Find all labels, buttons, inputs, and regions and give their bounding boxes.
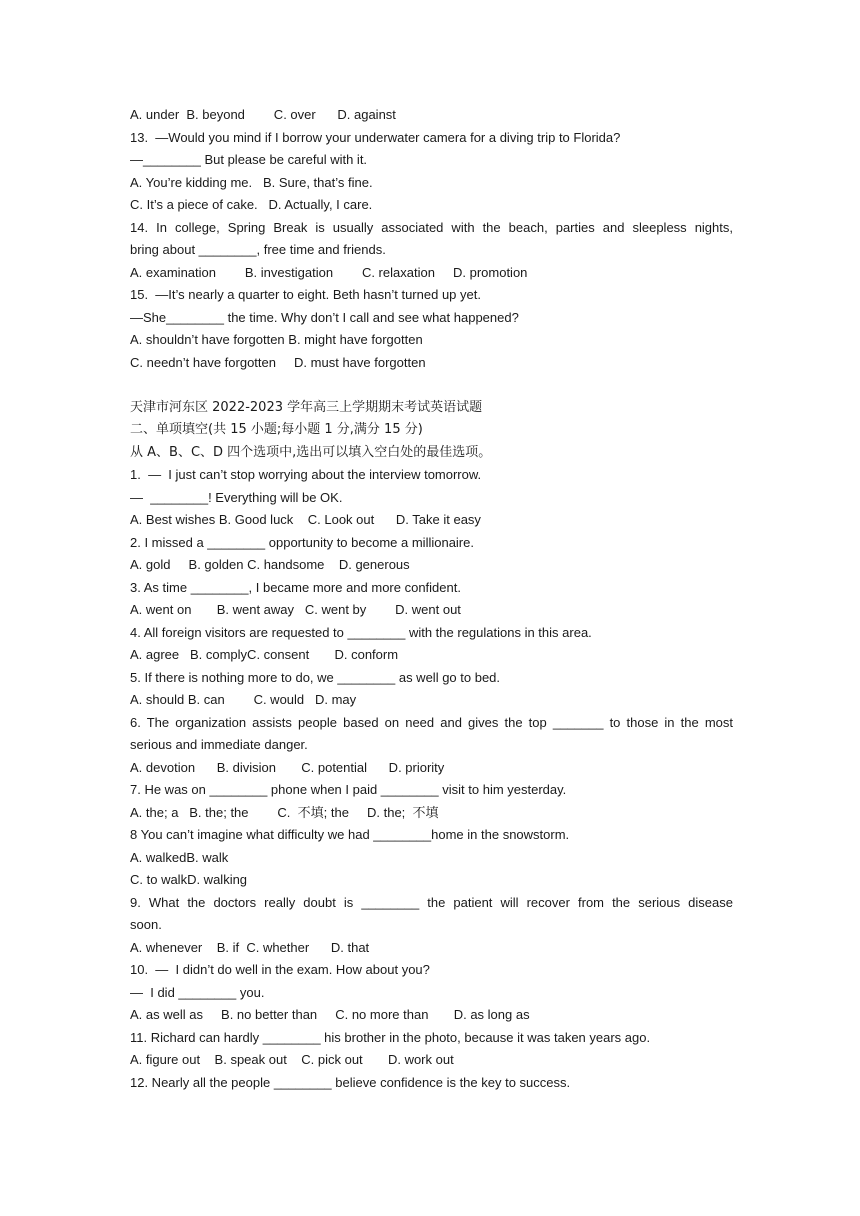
- question-1: 1. — I just can’t stop worrying about the interview tomorrow.: [130, 467, 482, 482]
- question-5: 5. If there is nothing more to do, we ________ as well go to bed.: [130, 669, 501, 685]
- options-line: A. whenever B. if C. whether D. that: [130, 939, 370, 955]
- text-line: A. under B. beyond C. over D. against: [130, 107, 396, 122]
- text-line: bring about ________, free time and friends.: [130, 242, 386, 257]
- options-line: A. agree B. complyC. consent D. conform: [130, 647, 399, 662]
- text-line: —She________ the time. Why don’t I call and see what happened?: [130, 309, 519, 325]
- question-12: 12. Nearly all the people ________ believe confidence is the key to success.: [130, 1074, 571, 1090]
- question-8: 8 You can’t imagine what difficulty we had ________home in the snowstorm.: [130, 827, 570, 842]
- text-line: — I did ________ you.: [130, 984, 265, 1000]
- options-line: A. went on B. went away C. went by D. went out: [130, 602, 461, 617]
- question-4: 4. All foreign visitors are requested to ________ with the regulations in this area.: [130, 624, 592, 640]
- section-title: 天津市河东区 2022-2023 学年高三上学期期末考试英语试题: [130, 399, 483, 415]
- question-9: 9. What the doctors really doubt is ________ the patient will recover from the serious disease: [130, 894, 733, 910]
- question-13: 13. —Would you mind if I borrow your underwater camera for a diving trip to Florida?: [130, 129, 621, 145]
- options-line: A. You’re kidding me. B. Sure, that’s fine.: [130, 174, 373, 190]
- question-7: 7. He was on ________ phone when I paid ________ visit to him yesterday.: [130, 782, 567, 797]
- options-line: A. as well as B. no better than C. no more than D. as long as: [130, 1007, 530, 1022]
- section-instruction: 从 A、B、C、D 四个选项中,选出可以填入空白处的最佳选项。: [130, 444, 492, 460]
- options-line: A. should B. can C. would D. may: [130, 692, 357, 707]
- document-body: [130, 104, 733, 1094]
- question-3: 3. As time ________, I became more and more confident.: [130, 579, 461, 595]
- options-line: A. figure out B. speak out C. pick out D. work out: [130, 1052, 454, 1067]
- text-line: — ________! Everything will be OK.: [130, 489, 343, 505]
- question-2: 2. I missed a ________ opportunity to become a millionaire.: [130, 534, 474, 550]
- options-line: A. shouldn’t have forgotten B. might have forgotten: [130, 332, 423, 347]
- options-line: A. walkedB. walk: [130, 849, 229, 865]
- options-line: A. Best wishes B. Good luck C. Look out D. Take it easy: [130, 512, 481, 527]
- text-line: soon.: [130, 917, 162, 932]
- options-line: A. gold B. golden C. handsome D. generous: [130, 557, 410, 572]
- question-14: 14. In college, Spring Break is usually associated with the beach, parties and sleepless nights,: [130, 219, 733, 235]
- options-line: A. devotion B. division C. potential D. priority: [130, 759, 445, 775]
- options-line: C. It’s a piece of cake. D. Actually, I care.: [130, 197, 373, 212]
- question-15: 15. —It’s nearly a quarter to eight. Beth hasn’t turned up yet.: [130, 287, 481, 302]
- options-line: C. needn’t have forgotten D. must have forgotten: [130, 354, 426, 370]
- options-line: C. to walkD. walking: [130, 872, 248, 887]
- options-line: A. the; a B. the; the C. 不填; the D. the; 不填: [130, 804, 439, 820]
- section-heading: 二、单项填空(共 15 小题;每小题 1 分,满分 15 分): [130, 422, 423, 437]
- options-line: A. examination B. investigation C. relaxation D. promotion: [130, 264, 528, 280]
- spacer: [130, 374, 733, 397]
- text-line: —________ But please be careful with it.: [130, 152, 368, 167]
- question-6: 6. The organization assists people based on need and gives the top _______ to those in the most: [130, 714, 733, 730]
- question-11: 11. Richard can hardly ________ his brother in the photo, because it was taken years ago.: [130, 1029, 651, 1045]
- question-10: 10. — I didn’t do well in the exam. How about you?: [130, 962, 430, 977]
- text-line: serious and immediate danger.: [130, 737, 308, 752]
